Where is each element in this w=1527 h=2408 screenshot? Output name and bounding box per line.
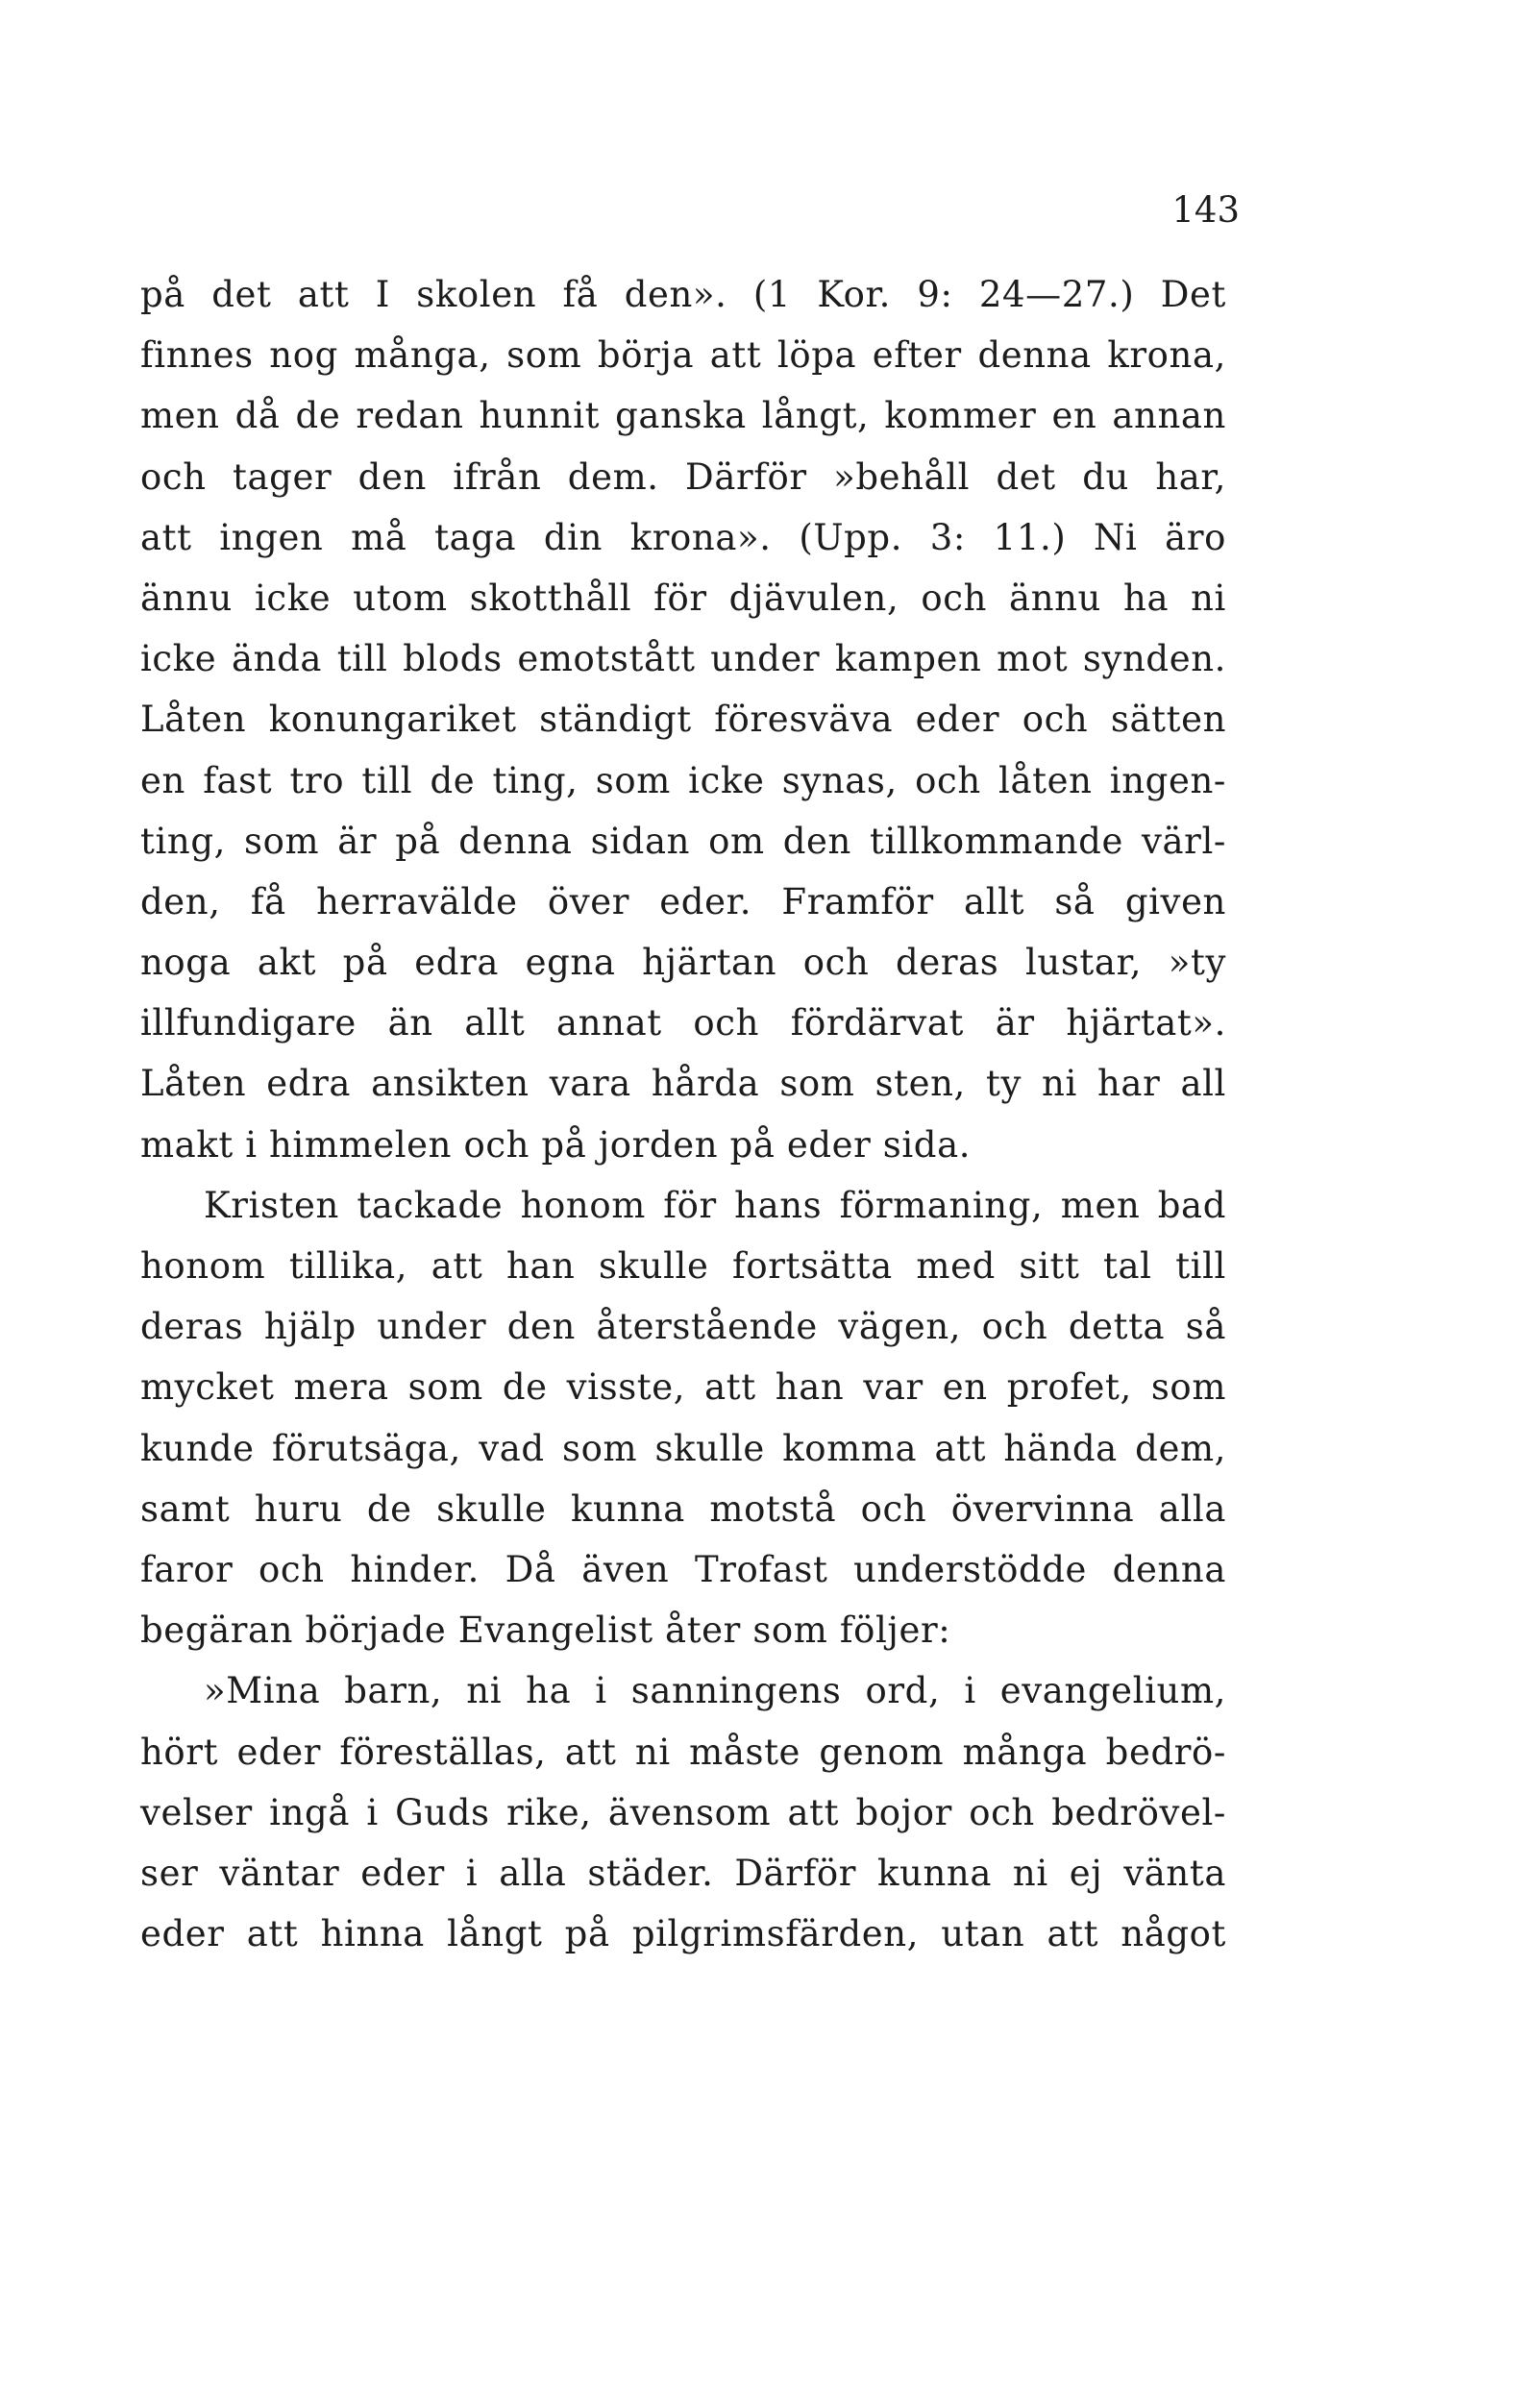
text-line: men då de redan hunnit ganska långt, kommer en annan (140, 395, 1226, 437)
text-line: ser väntar eder i alla städer. Därför kunna ni ej vänta (140, 1852, 1226, 1894)
text-line: ting, som är på denna sidan om den tillkommande värl- (140, 820, 1226, 862)
text-line: och tager den ifrån dem. Därför »behåll det du har, (140, 455, 1226, 498)
text-line: noga akt på edra egna hjärtan och deras lustar, »ty (140, 942, 1226, 984)
text-line: velser ingå i Guds rike, ävensom att bojor och bedrövel- (140, 1791, 1226, 1833)
body-text (140, 264, 1226, 1964)
text-line: den, få herravälde över eder. Framför allt så given (140, 880, 1226, 922)
text-line-paragraph-end: makt i himmelen och på jorden på eder sida. (140, 1123, 972, 1166)
text-line: illfundigare än allt annat och fördärvat är hjärtat». (140, 1002, 1226, 1044)
text-line: på det att I skolen få den». (1 Kor. 9: 24—27.) Det (140, 274, 1226, 315)
text-line: kunde förutsäga, vad som skulle komma att hända dem, (140, 1427, 1226, 1469)
text-line: faror och hinder. Då även Trofast understödde denna (140, 1548, 1226, 1590)
text-line: Låten edra ansikten vara hårda som sten, ty ni har all (140, 1063, 1226, 1105)
text-line-paragraph-start: »Mina barn, ni ha i sanningens ord, i evangelium, (204, 1670, 1226, 1712)
text-line: en fast tro till de ting, som icke synas, och låten ingen- (140, 759, 1226, 801)
text-line-paragraph-end: begäran började Evangelist åter som följer: (140, 1609, 951, 1652)
text-line: deras hjälp under den återstående vägen, och detta så (140, 1306, 1226, 1348)
text-line: mycket mera som de visste, att han var en profet, som (140, 1366, 1226, 1409)
page-number: 143 (1171, 189, 1240, 231)
text-line: Låten konungariket ständigt föresväva eder och sätten (140, 699, 1226, 741)
text-line: samt huru de skulle kunna motstå och övervinna alla (140, 1487, 1226, 1530)
text-line: icke ända till blods emotstått under kampen mot synden. (140, 638, 1226, 680)
text-line: honom tillika, att han skulle fortsätta med sitt tal till (140, 1245, 1226, 1287)
text-line: att ingen må taga din krona». (Upp. 3: 11.) Ni äro (140, 516, 1226, 558)
text-line: finnes nog många, som börja att löpa efter denna krona, (140, 334, 1226, 377)
text-line: hört eder föreställas, att ni måste genom många bedrö- (140, 1731, 1226, 1773)
text-line: eder att hinna långt på pilgrimsfärden, utan att något (140, 1913, 1226, 1955)
text-line: ännu icke utom skotthåll för djävulen, och ännu ha ni (140, 577, 1226, 619)
text-line-paragraph-start: Kristen tackade honom för hans förmaning, men bad (204, 1184, 1226, 1226)
